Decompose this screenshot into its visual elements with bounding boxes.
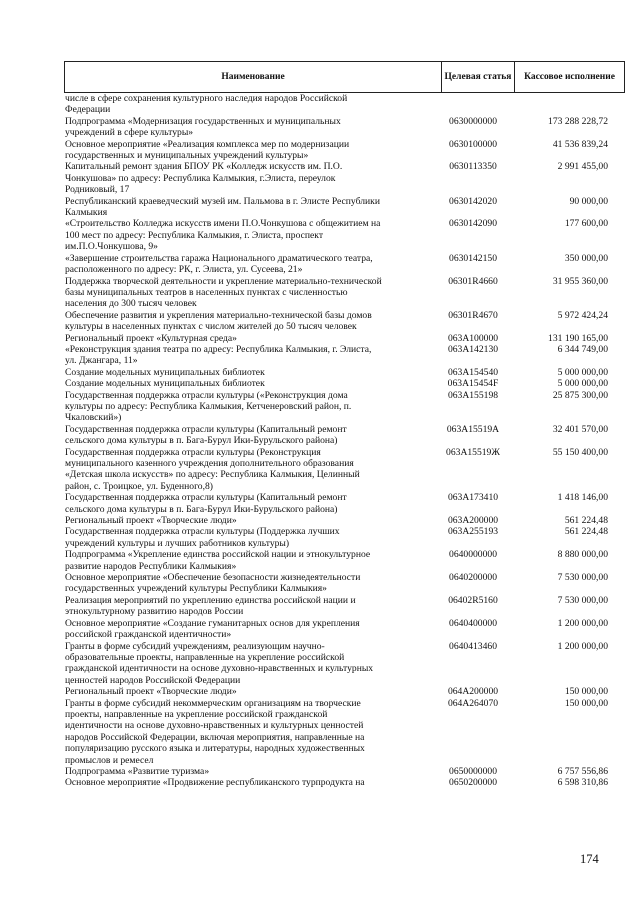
row-name-line: Создание модельных муниципальных библиотек <box>65 366 265 378</box>
row-name-line: образовательные проекты, направленные на укрепление российской <box>65 651 345 663</box>
row-name <box>64 447 438 493</box>
table-row <box>64 310 613 333</box>
row-name-line: Родниковый, 17 <box>65 184 130 196</box>
row-name <box>64 549 438 572</box>
row-name <box>64 686 438 697</box>
row-name-line: 100 мест по адресу: Республика Калмыкия, г. Элиста, проспект <box>65 229 324 241</box>
row-name-line: промыслов и ремесел <box>65 754 154 766</box>
header-amount: Кассовое исполнение <box>515 62 625 93</box>
row-name-line: «Завершение строительства гаража Национального драматического театра, <box>65 252 373 264</box>
row-name <box>64 378 438 389</box>
row-code: 063A154540 <box>447 366 499 378</box>
row-name-line: народов Российской Федерации, включая мероприятия, направленные на <box>65 731 365 743</box>
row-name-line: Подпрограмма «Укрепление единства российской нации и этнокультурное <box>65 549 371 561</box>
row-name <box>64 526 438 549</box>
row-name-line: базы муниципальных театров в населенных пунктах с численностью <box>65 286 348 298</box>
row-name-line: Гранты в форме субсидий учреждениям, реализующим научно- <box>65 640 325 652</box>
row-name-line: населения до 300 тысяч человек <box>65 298 197 310</box>
row-name-line: Основное мероприятие «Реализация комплекса мер по модернизации <box>65 138 350 150</box>
row-code: 064A200000 <box>447 686 499 698</box>
row-amount: 350 000,00 <box>564 252 608 264</box>
row-amount: 7 530 000,00 <box>557 594 608 606</box>
row-code: 0630142150 <box>449 252 497 264</box>
row-code: 0630142020 <box>449 195 497 207</box>
row-name-line: Капитальный ремонт здания БПОУ РК «Колледж искусств им. П.О. <box>65 161 343 173</box>
row-name <box>64 196 438 219</box>
row-name-line: Федерации <box>65 104 111 116</box>
row-name-line: Подпрограмма «Модернизация государственных и муниципальных <box>65 115 341 127</box>
row-amount: 32 401 570,00 <box>552 423 608 435</box>
row-name <box>64 218 438 252</box>
row-amount: 2 991 455,00 <box>557 161 608 173</box>
row-name-line: государственных учреждений культуры Республики Калмыкия» <box>65 583 327 595</box>
row-name <box>64 161 438 195</box>
row-name-line: Государственная поддержка отрасли культуры (Поддержка лучших <box>65 526 340 538</box>
row-code: 063A173410 <box>447 492 499 504</box>
row-code: 063A255193 <box>447 526 499 538</box>
row-code: 0630142090 <box>449 218 497 230</box>
row-code: 0630100000 <box>449 138 497 150</box>
row-name <box>64 390 438 424</box>
table-row <box>64 116 613 139</box>
row-name-line: Государственная поддержка отрасли культуры (Капитальный ремонт <box>65 423 347 435</box>
row-name-line: российской гражданской идентичности» <box>65 629 232 641</box>
table-header <box>64 61 625 93</box>
row-code: 063A142130 <box>447 343 499 355</box>
row-name-line: Чонкушова» по адресу: Республика Калмыкия, г.Элиста, переулок <box>65 172 336 184</box>
row-name-line: муниципального казенного учреждения дополнительного образования <box>65 458 354 469</box>
row-name-line: проекты, направленные на укрепление российской гражданской <box>65 708 328 720</box>
row-name-line: ценностей народов Российской Федерации <box>65 674 241 686</box>
row-code: 0640000000 <box>449 549 497 561</box>
table-row <box>64 424 613 447</box>
row-name-line: Региональный проект «Творческие люди» <box>65 515 237 527</box>
row-name <box>64 492 438 515</box>
table-row <box>64 526 613 549</box>
table-body <box>64 93 613 789</box>
row-name-line: Государственная поддержка отрасли культуры (Капитальный ремонт <box>65 492 347 504</box>
row-name-line: Основное мероприятие «Создание гуманитарных основ для укрепления <box>65 617 360 629</box>
table-row <box>64 378 613 389</box>
document-page <box>64 61 613 789</box>
row-name-line: Создание модельных муниципальных библиотек <box>65 378 265 390</box>
row-name-line: «Строительство Колледжа искусств имени П.О.Чонкушова с общежитием на <box>65 218 381 230</box>
row-name-line: государственных и муниципальных учреждений культуры» <box>65 150 309 162</box>
table-row <box>64 253 613 276</box>
row-name <box>64 515 438 526</box>
row-code: 0630113350 <box>449 161 497 173</box>
row-name <box>64 276 438 310</box>
row-name-line: сельского дома культуры в п. Бага-Бурул Ики-Бурульского района) <box>65 435 338 447</box>
row-name-line: учреждений в сфере культуры» <box>65 127 194 139</box>
table-row <box>64 766 613 777</box>
row-code: 0640200000 <box>449 572 497 584</box>
table-row <box>64 276 613 310</box>
row-amount: 31 955 360,00 <box>552 275 608 287</box>
row-name-line: числе в сфере сохранения культурного наследия народов Российской <box>65 93 348 104</box>
row-code: 063A15519A <box>446 423 500 435</box>
row-code <box>438 93 508 116</box>
row-code: 06301R4670 <box>448 309 498 321</box>
table-row <box>64 218 613 252</box>
table-row <box>64 641 613 687</box>
table-row <box>64 390 613 424</box>
row-name <box>64 595 438 618</box>
row-name-line: Государственная поддержка отрасли культуры («Реконструкция дома <box>65 389 348 401</box>
row-amount: 131 190 165,00 <box>548 332 608 344</box>
row-amount: 6 598 310,86 <box>557 777 608 789</box>
row-code: 0630000000 <box>449 115 497 127</box>
row-name-line: район, с. Троицкое, ул. Буденного,8) <box>65 480 213 492</box>
row-name-line: Основное мероприятие «Обеспечение безопасности жизнедеятельности <box>65 572 361 584</box>
row-name <box>64 367 438 378</box>
row-name-line: Государственная поддержка отрасли культуры (Реконструкция <box>65 446 321 458</box>
row-amount: 25 875 300,00 <box>552 389 608 401</box>
row-amount: 150 000,00 <box>564 697 608 709</box>
table-row <box>64 698 613 766</box>
row-name <box>64 424 438 447</box>
row-amount: 6 757 556,86 <box>557 765 608 777</box>
row-code: 063A15454F <box>447 378 499 390</box>
row-name-line: Гранты в форме субсидий некоммерческим организациям на творческие <box>65 697 361 709</box>
row-name <box>64 344 438 367</box>
table-row <box>64 447 613 493</box>
row-name <box>64 641 438 687</box>
row-name <box>64 139 438 162</box>
row-name-line: популяризацию русского языка и литературы, народных художественных <box>65 743 365 755</box>
row-code: 064A264070 <box>447 697 499 709</box>
row-name-line: «Детская школа искусств» по адресу: Республика Калмыкия, Целинный <box>65 469 360 481</box>
row-code: 06301R4660 <box>448 275 498 287</box>
row-name-line: Калмыкия <box>65 207 108 219</box>
row-name-line: развитие народов Республики Калмыкия» <box>65 560 237 572</box>
row-code: 0650200000 <box>449 777 497 789</box>
table-row <box>64 549 613 572</box>
table-row <box>64 333 613 344</box>
table-row <box>64 139 613 162</box>
row-amount: 561 224,48 <box>564 515 608 527</box>
row-amount: 6 344 749,00 <box>557 343 608 355</box>
row-amount: 55 150 400,00 <box>552 446 608 458</box>
row-code: 0640413460 <box>449 640 497 652</box>
row-name <box>64 93 438 116</box>
row-code: 06402R5160 <box>448 594 498 606</box>
row-name-line: Региональный проект «Творческие люди» <box>65 686 237 698</box>
row-name <box>64 766 438 777</box>
row-name-line: культуры в населенных пунктах с числом жителей до 50 тысяч человек <box>65 321 357 333</box>
row-name-line: «Реконструкция здания театра по адресу: Республика Калмыкия, г. Элиста, <box>65 343 372 355</box>
row-code: 063A155198 <box>447 389 499 401</box>
row-name <box>64 333 438 344</box>
row-code: 063A100000 <box>447 332 499 344</box>
row-amount: 561 224,48 <box>564 526 608 538</box>
row-name-line: идентичности на основе духовно-нравственных и культурных ценностей <box>65 720 364 732</box>
row-amount: 41 536 839,24 <box>552 138 608 150</box>
row-name-line: Основное мероприятие «Продвижение республиканского турпродукта на <box>65 777 365 789</box>
row-amount: 5 000 000,00 <box>557 366 608 378</box>
row-name-line: ул. Джангара, 11» <box>65 355 138 367</box>
row-amount: 5 972 424,24 <box>557 309 608 321</box>
row-code: 063A15519Ж <box>446 446 500 458</box>
row-name-line: этнокультурному развитию народов России <box>65 606 244 618</box>
row-name-line: Реализация мероприятий по укреплению единства российской нации и <box>65 594 356 606</box>
table-row <box>64 595 613 618</box>
table-row <box>64 344 613 367</box>
row-name-line: Обеспечение развития и укрепления материально-технической базы домов <box>65 309 372 321</box>
row-name-line: Региональный проект «Культурная среда» <box>65 332 237 344</box>
row-name-line: расположенного по адресу: РК, г. Элиста, ул. Сусеева, 21» <box>65 264 303 276</box>
table-row <box>64 93 613 116</box>
row-amount: 1 200 000,00 <box>557 617 608 629</box>
row-code: 0640400000 <box>449 617 497 629</box>
row-name-line: Республиканский краеведческий музей им. Пальмова в г. Элисте Республики <box>65 195 380 207</box>
row-name-line: Чкаловский») <box>65 412 122 424</box>
row-amount: 5 000 000,00 <box>557 378 608 390</box>
table-row <box>64 618 613 641</box>
row-name <box>64 618 438 641</box>
row-code: 063A200000 <box>447 515 499 527</box>
row-name-line: Подпрограмма «Развитие туризма» <box>65 765 210 777</box>
row-name <box>64 253 438 276</box>
row-name-line: гражданской идентичности на основе духовно-нравственных и культурных <box>65 663 374 675</box>
row-name-line: Поддержка творческой деятельности и укрепление материально-технической <box>65 275 382 287</box>
row-name-line: культуры по адресу: Республика Калмыкия, Кетченеровский район, п. <box>65 400 352 412</box>
row-name <box>64 116 438 139</box>
row-amount: 8 880 000,00 <box>557 549 608 561</box>
page-number: 174 <box>580 852 599 866</box>
table-row <box>64 777 613 788</box>
row-name-line: учреждений культуры и лучших работников культуры) <box>65 537 290 549</box>
row-name-line: им.П.О.Чонкушова, 9» <box>65 241 158 253</box>
table-row <box>64 161 613 195</box>
header-code: Целевая статья <box>442 62 515 93</box>
table-row <box>64 196 613 219</box>
row-name-line: сельского дома культуры в п. Бага-Бурул Ики-Бурульского района) <box>65 503 338 515</box>
table-row <box>64 492 613 515</box>
row-amount: 173 288 228,72 <box>548 115 608 127</box>
row-amount: 1 200 000,00 <box>557 640 608 652</box>
row-code: 0650000000 <box>449 765 497 777</box>
row-name <box>64 572 438 595</box>
table-row <box>64 572 613 595</box>
header-name: Наименование <box>65 62 442 93</box>
row-amount: 90 000,00 <box>569 195 608 207</box>
row-amount: 177 600,00 <box>564 218 608 230</box>
row-name <box>64 777 438 788</box>
row-amount: 1 418 146,00 <box>557 492 608 504</box>
row-amount: 7 530 000,00 <box>557 572 608 584</box>
table-row <box>64 686 613 697</box>
row-name <box>64 698 438 766</box>
row-name <box>64 310 438 333</box>
row-amount <box>508 93 613 116</box>
row-amount: 150 000,00 <box>564 686 608 698</box>
table-row <box>64 367 613 378</box>
table-row <box>64 515 613 526</box>
